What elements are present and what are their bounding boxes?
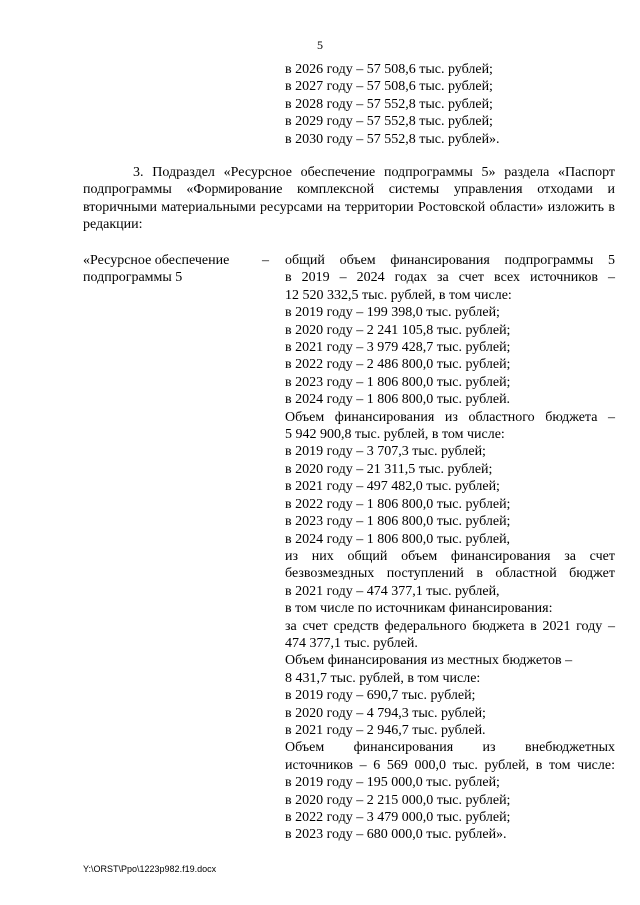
content-line: 8 431,7 тыс. рублей, в том числе: — [285, 670, 481, 686]
list-item: в 2027 году – 57 508,6 тыс. рублей; — [285, 79, 493, 95]
list-item: в 2029 году – 57 552,8 тыс. рублей; — [285, 114, 493, 130]
content-line: в 2020 году – 2 241 105,8 тыс. рублей; — [285, 322, 511, 338]
content-line: в 2024 году – 1 806 800,0 тыс. рублей, — [285, 531, 511, 547]
content-line: 12 520 332,5 тыс. рублей, в том числе: — [285, 287, 512, 303]
content-line: в 2021 году – 2 946,7 тыс. рублей. — [285, 722, 486, 738]
section-label-line: «Ресурсное обеспечение — [83, 253, 230, 268]
content-line: общий объем финансирования подпрограммы 5 — [285, 253, 615, 268]
list-item: в 2028 году – 57 552,8 тыс. рублей; — [285, 96, 493, 112]
content-line: в 2019 – 2024 годах за счет всех источников – — [285, 270, 615, 286]
section-dash: – — [262, 253, 269, 268]
content-line: за счет средств федерального бюджета в 2021 году – — [285, 618, 615, 634]
content-line: источников – 6 569 000,0 тыс. рублей, в том числе: — [285, 757, 615, 773]
paragraph-subsection-3 — [83, 164, 615, 234]
content-line: Объем финансирования из внебюджетных — [285, 740, 615, 756]
content-line: Объем финансирования из областного бюджета – — [285, 409, 615, 425]
content-line: в 2020 году – 2 215 000,0 тыс. рублей; — [285, 792, 511, 808]
content-line: в 2024 году – 1 806 800,0 тыс. рублей. — [285, 392, 511, 408]
content-line: в 2020 году – 4 794,3 тыс. рублей; — [285, 705, 486, 721]
content-line: 474 377,1 тыс. рублей. — [285, 635, 418, 651]
page-number: 5 — [317, 38, 323, 52]
list-item: в 2030 году – 57 552,8 тыс. рублей». — [285, 131, 500, 147]
section-content — [285, 252, 615, 844]
top-funding-list — [285, 61, 615, 148]
content-line: в 2019 году – 690,7 тыс. рублей; — [285, 688, 476, 704]
content-line: в 2021 году – 3 979 428,7 тыс. рублей; — [285, 340, 511, 356]
list-item: в 2026 году – 57 508,6 тыс. рублей; — [285, 62, 493, 77]
section-label — [83, 252, 273, 287]
footer-file-path: Y:\ORST\Ppo\1223p982.f19.docx — [83, 864, 217, 874]
content-line: из них общий объем финансирования за счет — [285, 548, 615, 564]
content-line: в 2021 году – 474 377,1 тыс. рублей, — [285, 583, 500, 599]
section-label-line: подпрограммы 5 — [83, 270, 183, 286]
content-line: в 2023 году – 1 806 800,0 тыс. рублей; — [285, 374, 511, 390]
content-line: в 2023 году – 680 000,0 тыс. рублей». — [285, 827, 507, 843]
content-line: в 2019 году – 3 707,3 тыс. рублей; — [285, 444, 486, 460]
content-line: в том числе по источникам финансирования: — [285, 601, 553, 617]
content-line: в 2022 году – 3 479 000,0 тыс. рублей; — [285, 810, 511, 825]
content-line: 5 942 900,8 тыс. рублей, в том числе: — [285, 427, 505, 443]
content-line: в 2020 году – 21 311,5 тыс. рублей; — [285, 461, 493, 477]
content-line: в 2021 году – 497 482,0 тыс. рублей; — [285, 479, 500, 495]
content-line: в 2019 году – 199 398,0 тыс. рублей; — [285, 305, 500, 321]
paragraph-text: 3. Подраздел «Ресурсное обеспечение подпрограммы 5» раздела «Паспорт подпрограммы «Формирование комплексной системы управления отходами и вторичными материальными ресурсами на территории Ростовской области» изложить в редакции: — [83, 165, 615, 233]
content-line: в 2022 году – 1 806 800,0 тыс. рублей; — [285, 496, 511, 512]
content-line: Объем финансирования из местных бюджетов – — [285, 653, 573, 669]
content-line: в 2022 году – 2 486 800,0 тыс. рублей; — [285, 357, 511, 373]
content-line: безвозмездных поступлений в областной бюджет — [285, 566, 615, 582]
content-line: в 2023 году – 1 806 800,0 тыс. рублей; — [285, 514, 511, 530]
content-line: в 2019 году – 195 000,0 тыс. рублей; — [285, 775, 500, 791]
